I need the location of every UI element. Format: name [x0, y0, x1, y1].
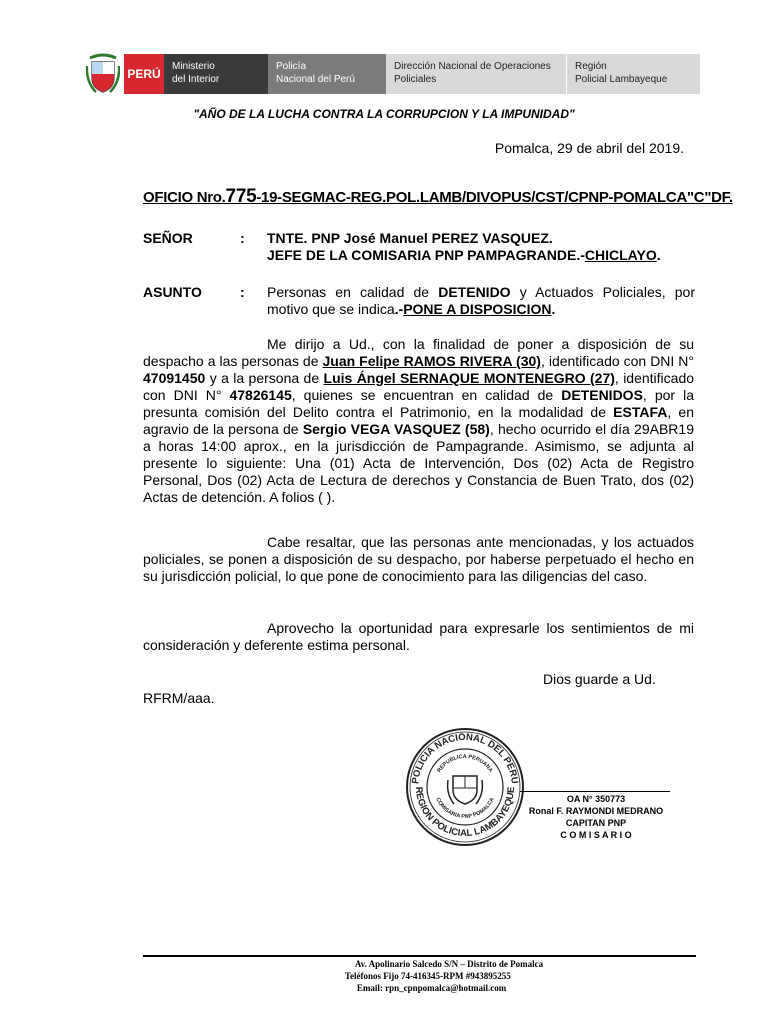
subject-text — [267, 284, 695, 318]
svg-text:REPUBLICA PERUANA — [436, 754, 493, 774]
p1-text: , quienes se encuentran en calidad de — [291, 387, 562, 403]
recipient-city: CHICLAYO — [584, 247, 657, 263]
signer-name: Ronal F. RAYMONDI MEDRANO — [528, 806, 664, 816]
oficio-prefix: OFICIO Nro. — [143, 189, 226, 206]
p1-text: , en agravio de la persona de — [143, 404, 694, 437]
signer-title: C O M I S A R I O — [560, 830, 632, 840]
oficio-number-value: 775 — [225, 186, 257, 207]
detainee-2-dni: 47826145 — [229, 387, 292, 403]
detainee-1-dni: 47091450 — [143, 370, 206, 386]
p1-text: y a la persona de — [205, 370, 324, 386]
subject-part: Personas en calidad de — [267, 284, 439, 300]
footer — [0, 958, 768, 994]
footer-email: Email: rpn_cpnpomalca@hotmail.com — [356, 983, 507, 993]
year-motto: "AÑO DE LA LUCHA CONTRA LA CORRUPCION Y LA IMPUNIDAD" — [193, 107, 575, 121]
detainee-2-name: Luis Ángel SERNAQUE MONTENEGRO (27) — [323, 370, 615, 386]
p1-text: , por la presunta comisión del Delito contra el Patrimonio, en la modalidad de — [143, 387, 694, 420]
signature-block — [512, 793, 680, 841]
subject-part: y Actuados Policiales, por motivo que se indica — [267, 284, 696, 317]
paragraph-main — [143, 336, 694, 506]
victim-name: Sergio VEGA VASQUEZ (58) — [302, 421, 490, 437]
recipient-office-end: . — [656, 247, 661, 263]
recipient-office-text: JEFE DE LA COMISARIA PNP PAMPAGRANDE.- — [267, 247, 585, 263]
detenidos-word: DETENIDOS — [561, 387, 643, 403]
stamp-bottom-text: REGION POLICIAL LAMBAYEQUE — [412, 786, 518, 840]
p1-text: , hecho ocurrido el día 29ABR19 a horas 14:00 aprox., en la jurisdicción de Pampagrande. Asimismo, se adjunta al presente lo siguiente: Una (01) Acta de Intervención, Dos (02) Acta de Registro Personal, Dos (02) Acta de Lectura de derechos y Constancia de Buen Trato, dos (02) Actas de detención. A folios ( ). — [143, 421, 694, 505]
direction-line-1: Dirección Nacional de Operaciones — [394, 61, 551, 72]
police-line-2: Nacional del Perú — [276, 74, 355, 85]
estafa-word: ESTAFA — [613, 404, 668, 420]
header-ministry — [164, 54, 268, 94]
footer-address: Av. Apolinario Salcedo S/N – Distrito de Pomalca — [354, 959, 544, 969]
ministry-line-1: Ministerio — [172, 61, 215, 72]
subject-part: . — [551, 301, 556, 317]
footer-divider — [143, 955, 696, 957]
oficio-suffix: -19-SEGMAC-REG.POL.LAMB/DIVOPUS/CST/CPNP-POMALCA"C"DF. — [256, 189, 733, 206]
paragraph-remark — [143, 534, 694, 585]
subject-part: .- — [394, 301, 404, 317]
recipient-name: TNTE. PNP José Manuel PEREZ VASQUEZ. — [267, 230, 553, 246]
police-stamp-icon — [404, 726, 526, 848]
paragraph-closing — [143, 620, 694, 654]
header-region — [566, 54, 700, 94]
stamp-inner-bottom: COMISARIA PNP POMALCA — [434, 796, 496, 821]
recipient-office — [267, 247, 695, 264]
signer-rank: CAPITAN PNP — [565, 818, 627, 828]
region-line-2: Policial Lambayeque — [575, 74, 668, 85]
oficio-number — [143, 186, 733, 208]
subject-detenido: DETENIDO — [438, 284, 511, 300]
peru-flag-badge — [124, 54, 164, 94]
p3-text: Aprovecho la oportunidad para expresarle los sentimientos de mi consideración y deferente estima personal. — [143, 620, 694, 653]
senor-colon: : — [240, 230, 245, 246]
signer-oa: OA N° 350773 — [566, 794, 626, 804]
asunto-label: ASUNTO — [143, 284, 202, 300]
ministry-line-2: del Interior — [172, 74, 220, 85]
detainee-1-name: Juan Felipe RAMOS RIVERA (30) — [322, 353, 541, 369]
stamp-outer-text: POLICIA NACIONAL DEL PERU — [410, 731, 520, 785]
document-date: Pomalca, 29 de abril del 2019. — [494, 140, 684, 156]
recipient — [267, 230, 695, 264]
senor-label: SEÑOR — [143, 230, 193, 246]
stamp-inner-top: REPUBLICA PERUANA — [436, 753, 494, 774]
signature-line — [520, 791, 670, 792]
svg-text:COMISARIA PNP POMALCA — [434, 797, 495, 820]
p1-text: Me dirijo a Ud., con la finalidad de poner a disposición de su despacho a las personas de — [143, 336, 694, 369]
coat-of-arms-icon — [86, 52, 120, 96]
p1-text: , identificado con DNI N° — [540, 353, 695, 369]
initials: RFRM/aaa. — [143, 690, 215, 706]
header-police — [268, 54, 386, 94]
footer-phones: Teléfonos Fijo 74-416345-RPM #943895255 — [344, 971, 511, 981]
p1-text: , identificado con DNI N° — [143, 370, 695, 403]
closing-greeting: Dios guarde a Ud. — [543, 671, 656, 687]
subject-pone-disposicion: PONE A DISPOSICION — [403, 301, 552, 317]
header-direction — [386, 54, 566, 94]
p2-text: Cabe resaltar, que las personas ante mencionadas, y los actuados policiales, se ponen a disposición de su despacho, por haberse perpetuado el hecho en su jurisdicción policial, lo que pone de conocimiento para las diligencias del caso. — [143, 534, 694, 584]
direction-line-2: Policiales — [394, 74, 437, 85]
region-line-1: Región — [575, 61, 607, 72]
asunto-colon: : — [240, 284, 245, 300]
peru-label: PERÚ — [127, 67, 161, 81]
police-line-1: Policía — [276, 61, 307, 72]
